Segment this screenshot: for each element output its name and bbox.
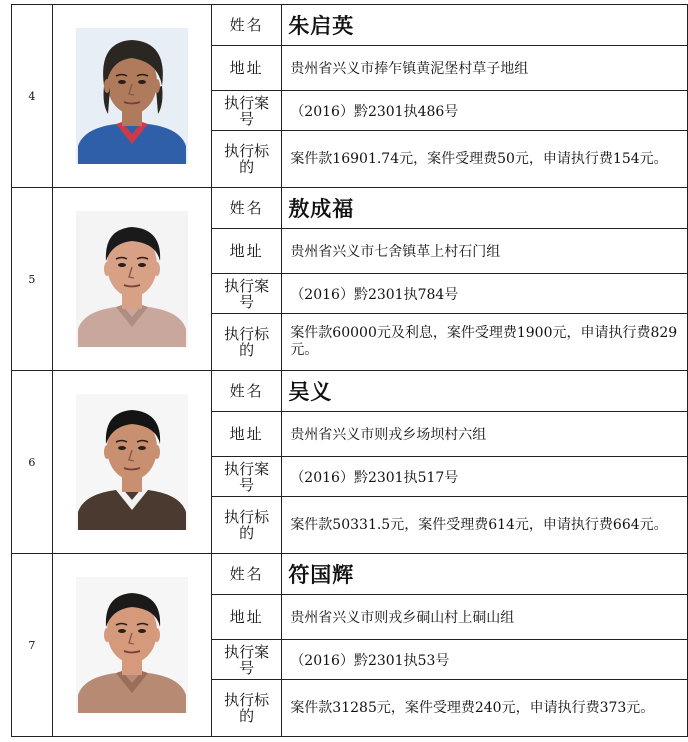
- record-row: [12, 188, 688, 229]
- case-number-label: 执行案号: [211, 640, 281, 680]
- enforcement-amount: 案件款16901.74元，案件受理费50元，申请执行费154元。: [282, 131, 688, 188]
- person-name: 吴义: [282, 371, 688, 412]
- enforcement-amount-label: 执行标的: [211, 314, 281, 371]
- portrait-photo: [76, 211, 188, 347]
- person-address: 贵州省兴义市则戎乡硐山村上硐山组: [282, 595, 688, 640]
- case-number: （2016）黔2301执53号: [282, 640, 688, 680]
- enforcement-amount: 案件款50331.5元，案件受理费614元，申请执行费664元。: [282, 497, 688, 554]
- portrait-photo: [76, 28, 188, 164]
- portrait-photo: [76, 394, 188, 530]
- person-address: 贵州省兴义市捧乍镇黄泥堡村草子地组: [282, 46, 688, 91]
- enforcement-amount: 案件款31285元，案件受理费240元，申请执行费373元。: [282, 680, 688, 737]
- address-label: 地址: [211, 412, 281, 457]
- case-number: （2016）黔2301执486号: [282, 91, 688, 131]
- person-address: 贵州省兴义市七舍镇革上村石门组: [282, 229, 688, 274]
- photo-cell: [52, 554, 211, 737]
- portrait-photo: [76, 577, 188, 713]
- address-label: 地址: [211, 595, 281, 640]
- case-number: （2016）黔2301执784号: [282, 274, 688, 314]
- record-row: [12, 554, 688, 595]
- name-label: 姓名: [211, 5, 281, 46]
- photo-cell: [52, 371, 211, 554]
- photo-cell: [52, 188, 211, 371]
- record-row: [12, 5, 688, 46]
- name-label: 姓名: [211, 371, 281, 412]
- enforcement-amount-label: 执行标的: [211, 680, 281, 737]
- record-index: 4: [12, 5, 53, 188]
- address-label: 地址: [211, 229, 281, 274]
- record-row: [12, 371, 688, 412]
- enforcement-amount-label: 执行标的: [211, 131, 281, 188]
- name-label: 姓名: [211, 188, 281, 229]
- name-label: 姓名: [211, 554, 281, 595]
- case-number-label: 执行案号: [211, 274, 281, 314]
- address-label: 地址: [211, 46, 281, 91]
- person-name: 符国辉: [282, 554, 688, 595]
- record-index: 5: [12, 188, 53, 371]
- enforcement-amount: 案件款60000元及利息，案件受理费1900元，申请执行费829元。: [282, 314, 688, 371]
- case-number-label: 执行案号: [211, 457, 281, 497]
- case-number: （2016）黔2301执517号: [282, 457, 688, 497]
- enforcement-amount-label: 执行标的: [211, 497, 281, 554]
- record-index: 6: [12, 371, 53, 554]
- photo-cell: [52, 5, 211, 188]
- person-name: 朱启英: [282, 5, 688, 46]
- person-name: 敖成福: [282, 188, 688, 229]
- person-address: 贵州省兴义市则戎乡场坝村六组: [282, 412, 688, 457]
- case-number-label: 执行案号: [211, 91, 281, 131]
- record-index: 7: [12, 554, 53, 737]
- debtor-table: [11, 4, 688, 737]
